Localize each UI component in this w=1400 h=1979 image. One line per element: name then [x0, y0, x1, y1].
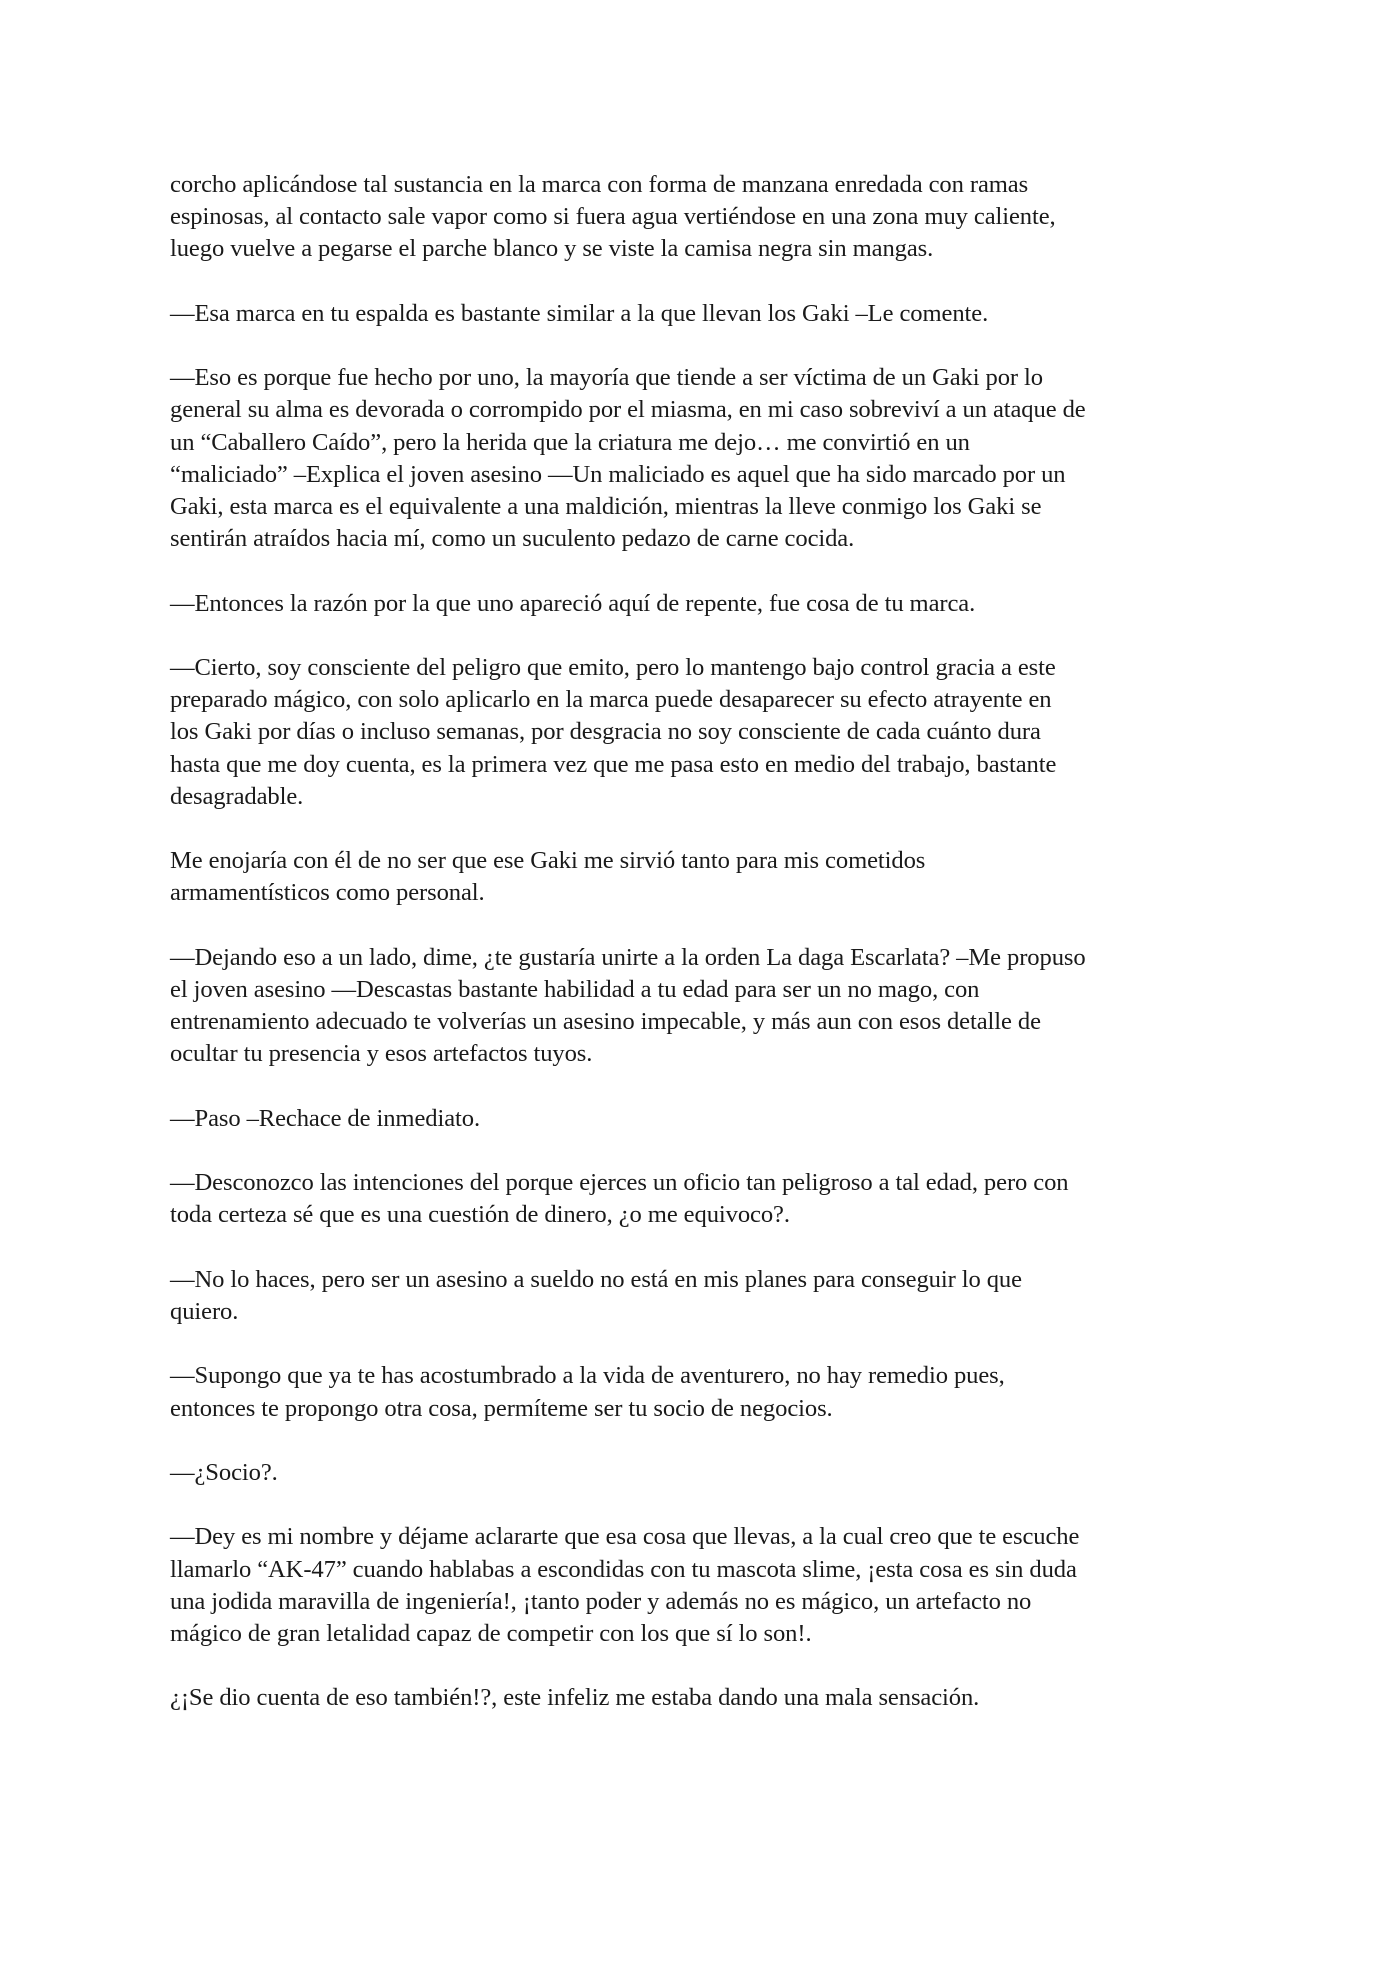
paragraph-14: ¿¡Se dio cuenta de eso también!?, este infeliz me estaba dando una mala sensación.: [170, 1684, 980, 1712]
paragraph-7: —Dejando eso a un lado, dime, ¿te gustaría unirte a la orden La daga Escarlata? –Me propuso el joven asesino —Descastas bastante habilidad a tu edad para ser un no mago, con entrenamiento adecuado te volverías un asesino impecable, y más aun con esos detalle de ocultar tu presencia y esos artefactos tuyos.: [170, 943, 1086, 1068]
paragraph-5: —Cierto, soy consciente del peligro que emito, pero lo mantengo bajo control gracia a este preparado mágico, con solo aplicarlo en la marca puede desaparecer su efecto atrayente en los Gaki por días o incluso semanas, por desgracia no soy consciente de cada cuánto dura hasta que me doy cuenta, es la primera vez que me pasa esto en medio del trabajo, bastante desagradable.: [170, 653, 1057, 810]
paragraph-11: —Supongo que ya te has acostumbrado a la vida de aventurero, no hay remedio pues, entonces te propongo otra cosa, permíteme ser tu socio de negocios.: [170, 1362, 1005, 1422]
paragraph-13: —Dey es mi nombre y déjame aclararte que esa cosa que llevas, a la cual creo que te escuche llamarlo “AK-47” cuando hablabas a escondidas con tu mascota slime, ¡esta cosa es sin duda una jodida maravilla de ingeniería!, ¡tanto poder y además no es mágico, un artefacto no mágico de gran letalidad capaz de competir con los que sí lo son!.: [170, 1523, 1080, 1647]
paragraph-3: —Eso es porque fue hecho por uno, la mayoría que tiende a ser víctima de un Gaki por lo general su alma es devorada o corrompido por el miasma, en mi caso sobreviví a un ataque de un “Caballero Caído”, pero la herida que la criatura me dejo… me convirtió en un “maliciado” –Explica el joven asesino —Un maliciado es aquel que ha sido marcado por un Gaki, esta marca es el equivalente a una maldición, mientras la lleve conmigo los Gaki se sentirán atraídos hacia mí, como un suculento pedazo de carne cocida.: [170, 364, 1086, 553]
paragraph-12: —¿Socio?.: [170, 1458, 278, 1486]
paragraph-1: corcho aplicándose tal sustancia en la marca con forma de manzana enredada con ramas espinosas, al contacto sale vapor como si fuera agua vertiéndose en una zona muy caliente, luego vuelve a pegarse el parche blanco y se viste la camisa negra sin mangas.: [170, 171, 1056, 263]
paragraph-6: Me enojaría con él de no ser que ese Gaki me sirvió tanto para mis cometidos armamentísticos como personal.: [170, 847, 926, 907]
paragraph-9: —Desconozco las intenciones del porque ejerces un oficio tan peligroso a tal edad, pero con toda certeza sé que es una cuestión de dinero, ¿o me equivoco?.: [170, 1169, 1069, 1229]
paragraph-2: —Esa marca en tu espalda es bastante similar a la que llevan los Gaki –Le comente.: [170, 299, 989, 327]
paragraph-4: —Entonces la razón por la que uno apareció aquí de repente, fue cosa de tu marca.: [170, 589, 976, 617]
paragraph-10: —No lo haces, pero ser un asesino a sueldo no está en mis planes para conseguir lo que quiero.: [170, 1265, 1022, 1325]
document-body: [170, 169, 1242, 1747]
paragraph-8: —Paso –Rechace de inmediato.: [170, 1104, 480, 1132]
